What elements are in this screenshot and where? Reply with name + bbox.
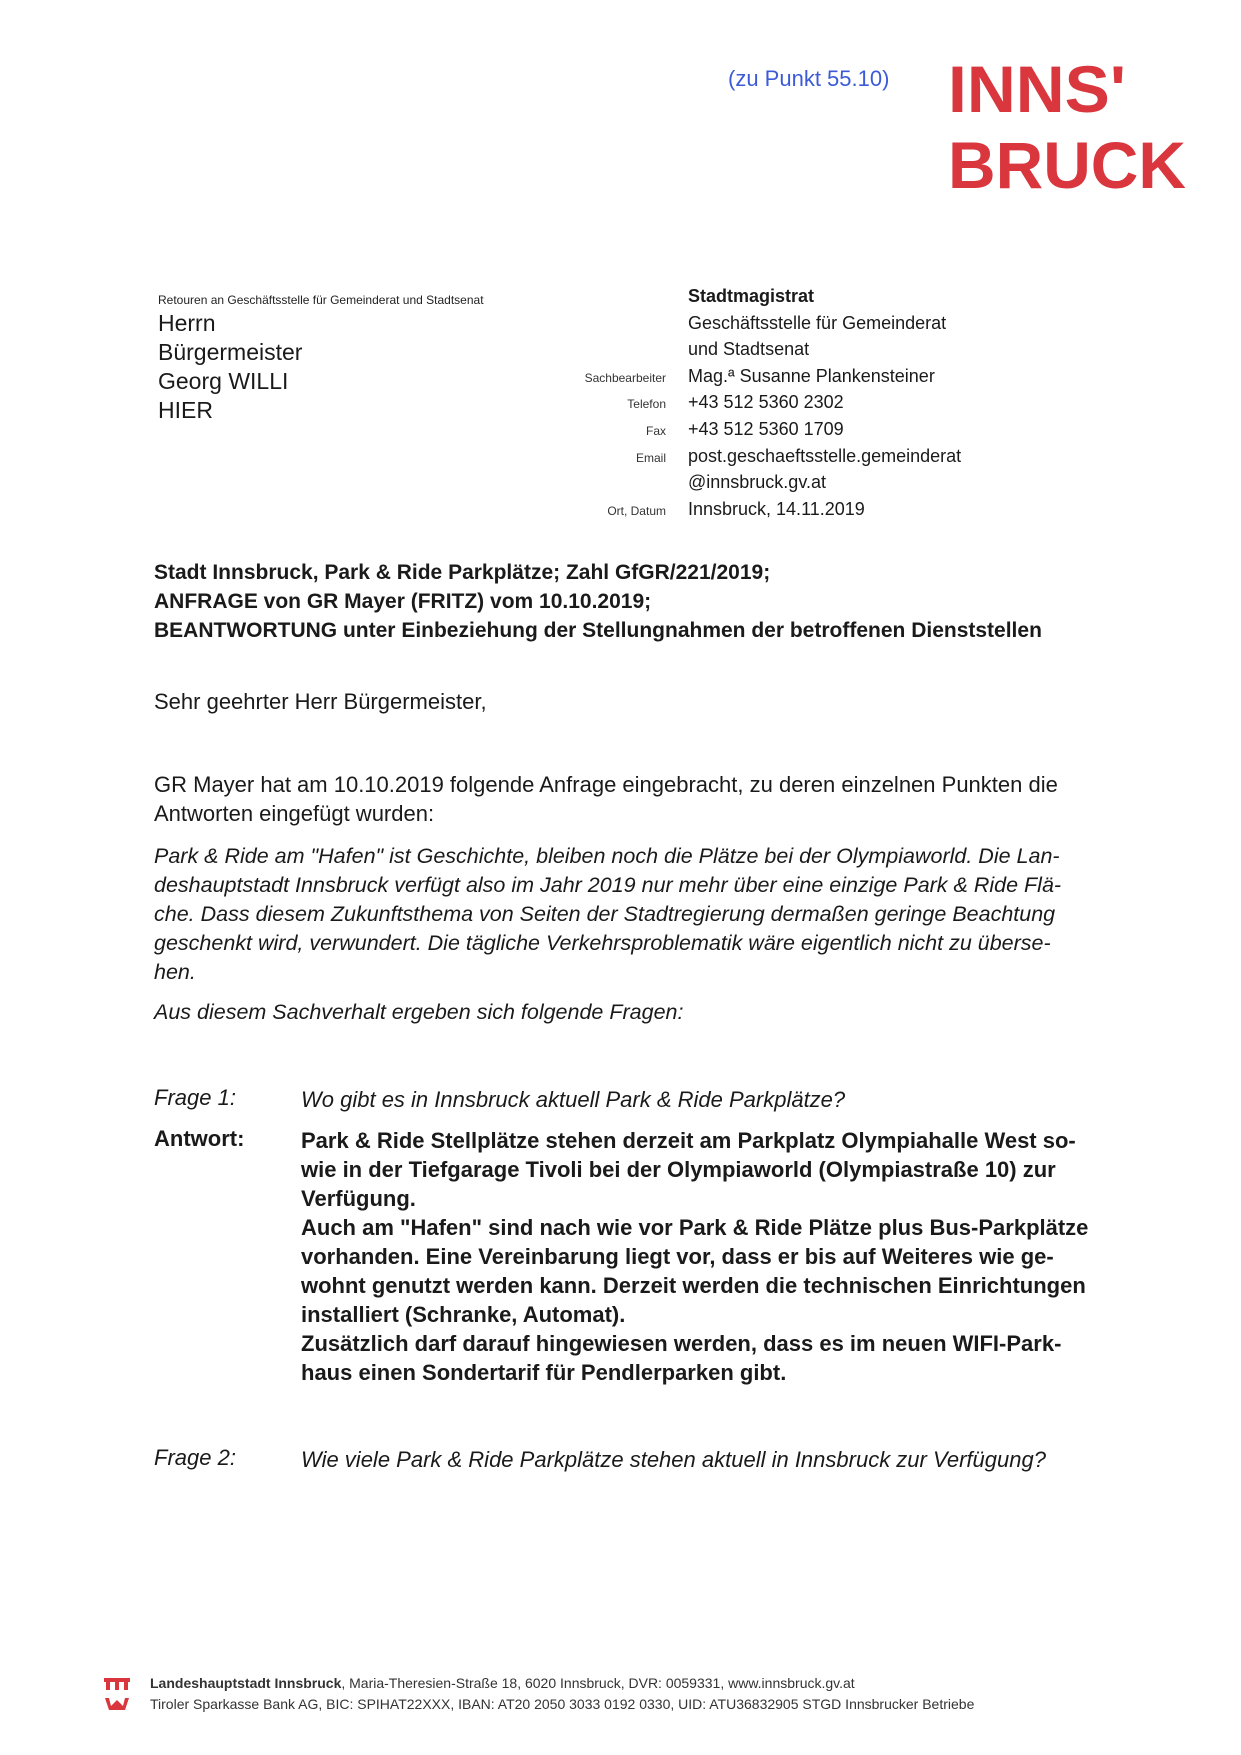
fax-label: Fax [645, 423, 666, 438]
subject-line: BEANTWORTUNG unter Einbeziehung der Stellungnahmen der betroffenen Dienststellen [154, 619, 1042, 642]
answer-1-label: Antwort: [154, 1126, 245, 1151]
quote-line: hen. [154, 960, 196, 984]
answer-line: Zusätzlich darf darauf hingewiesen werden, dass es im neuen WIFI-Park- [301, 1331, 1062, 1356]
sender-dept-cont: und Stadtsenat [688, 339, 810, 360]
city-crest-bottom-icon [102, 1696, 132, 1712]
recipient-line: Georg WILLI [158, 368, 289, 394]
subject-line: ANFRAGE von GR Mayer (FRITZ) vom 10.10.2019; [154, 590, 652, 613]
quote-closing: Aus diesem Sachverhalt ergeben sich folgende Fragen: [154, 1000, 684, 1024]
quote-line: che. Dass diesem Zukunftsthema von Seiten der Stadtregierung dermaßen geringe Beachtung [154, 902, 1056, 926]
subject-block [154, 558, 1042, 645]
recipient-line: Bürgermeister [158, 339, 303, 365]
email-address[interactable]: post.geschaeftsstelle.gemeinderat [688, 445, 962, 466]
place-date-label: Ort, Datum [607, 503, 666, 518]
salutation: Sehr geehrter Herr Bürgermeister, [154, 689, 487, 714]
fax-number: +43 512 5360 1709 [688, 418, 844, 439]
answer-line: Auch am "Hafen" sind nach wie vor Park & Ride Plätze plus Bus-Parkplätze [301, 1215, 1089, 1240]
recipient-line: HIER [158, 397, 213, 423]
footer-city-name: Landeshauptstadt Innsbruck [150, 1674, 342, 1691]
phone-number[interactable]: +43 512 5360 2302 [688, 392, 844, 413]
intro-paragraph: GR Mayer hat am 10.10.2019 folgende Anfrage eingebracht, zu deren einzelnen Punkten die Antworten eingefügt wurden: [154, 772, 1058, 826]
quote-line: deshauptstadt Innsbruck verfügt also im Jahr 2019 nur mehr über eine einzige Park & Ride Flä- [154, 873, 1062, 897]
return-address-line: Retouren an Geschäftsstelle für Gemeinderat und Stadtsenat [158, 293, 484, 307]
place-date: Innsbruck, 14.11.2019 [688, 498, 865, 519]
inquiry-quote [154, 842, 1132, 987]
sender-block [546, 286, 1006, 525]
clerk-label: Sachbearbeiter [584, 370, 666, 385]
recipient-line: Herrn [158, 310, 216, 336]
innsbruck-logo-mark [948, 50, 1192, 192]
answer-line: Park & Ride Stellplätze stehen derzeit am Parkplatz Olympiahalle West so- [301, 1128, 1076, 1153]
subject-line: Stadt Innsbruck, Park & Ride Parkplätze; Zahl GfGR/221/2019; [154, 561, 771, 584]
answer-line: wohnt genutzt werden kann. Derzeit werden die technischen Einrichtungen [301, 1273, 1086, 1298]
recipient-block [158, 309, 302, 425]
email-address-cont[interactable]: @innsbruck.gv.at [688, 472, 826, 493]
phone-label: Telefon [627, 397, 666, 412]
logo-line-1: INNS' [948, 52, 1126, 126]
sender-dept: Geschäftsstelle für Gemeinderat [688, 312, 947, 333]
clerk-name: Mag.ª Susanne Plankensteiner [688, 365, 935, 386]
answer-line: wie in der Tiefgarage Tivoli bei der Olympiaworld (Olympiastraße 10) zur [301, 1157, 1056, 1182]
agenda-item-note: (zu Punkt 55.10) [728, 66, 890, 91]
quote-line: geschenkt wird, verwundert. Die tägliche Verkehrsproblematik wäre eigentlich nicht zu überse- [154, 931, 1051, 955]
footer-bank-details: Tiroler Sparkasse Bank AG, BIC: SPIHAT22XXX, IBAN: AT20 2050 3033 0192 0330, UID: ATU36832905 STGD Innsbrucker Betriebe [150, 1695, 975, 1712]
quote-line: Park & Ride am "Hafen" ist Geschichte, bleiben noch die Plätze bei der Olympiaworld. Die Lan- [154, 844, 1060, 868]
innsbruck-logo [948, 50, 1192, 192]
answer-line: Verfügung. [301, 1186, 416, 1211]
question-1-text: Wo gibt es in Innsbruck aktuell Park & Ride Parkplätze? [301, 1087, 846, 1112]
answer-1-text [301, 1126, 1131, 1387]
footer [102, 1672, 1142, 1714]
email-label: Email [635, 450, 666, 465]
answer-line: installiert (Schranke, Automat). [301, 1302, 626, 1327]
footer-address: , Maria-Theresien-Straße 18, 6020 Innsbruck, DVR: 0059331, www.innsbruck.gv.at [341, 1674, 855, 1691]
logo-line-2: BRUCK [948, 128, 1187, 192]
answer-line: haus einen Sondertarif für Pendlerparken gibt. [301, 1360, 787, 1385]
city-crest-top-icon [102, 1675, 132, 1691]
answer-line: vorhanden. Eine Vereinbarung liegt vor, dass er bis auf Weiteres wie ge- [301, 1244, 1054, 1269]
question-1-label: Frage 1: [154, 1085, 236, 1110]
question-2-text: Wie viele Park & Ride Parkplätze stehen aktuell in Innsbruck zur Verfügung? [301, 1447, 1046, 1472]
sender-org: Stadtmagistrat [688, 286, 815, 306]
question-2-label: Frage 2: [154, 1445, 236, 1470]
